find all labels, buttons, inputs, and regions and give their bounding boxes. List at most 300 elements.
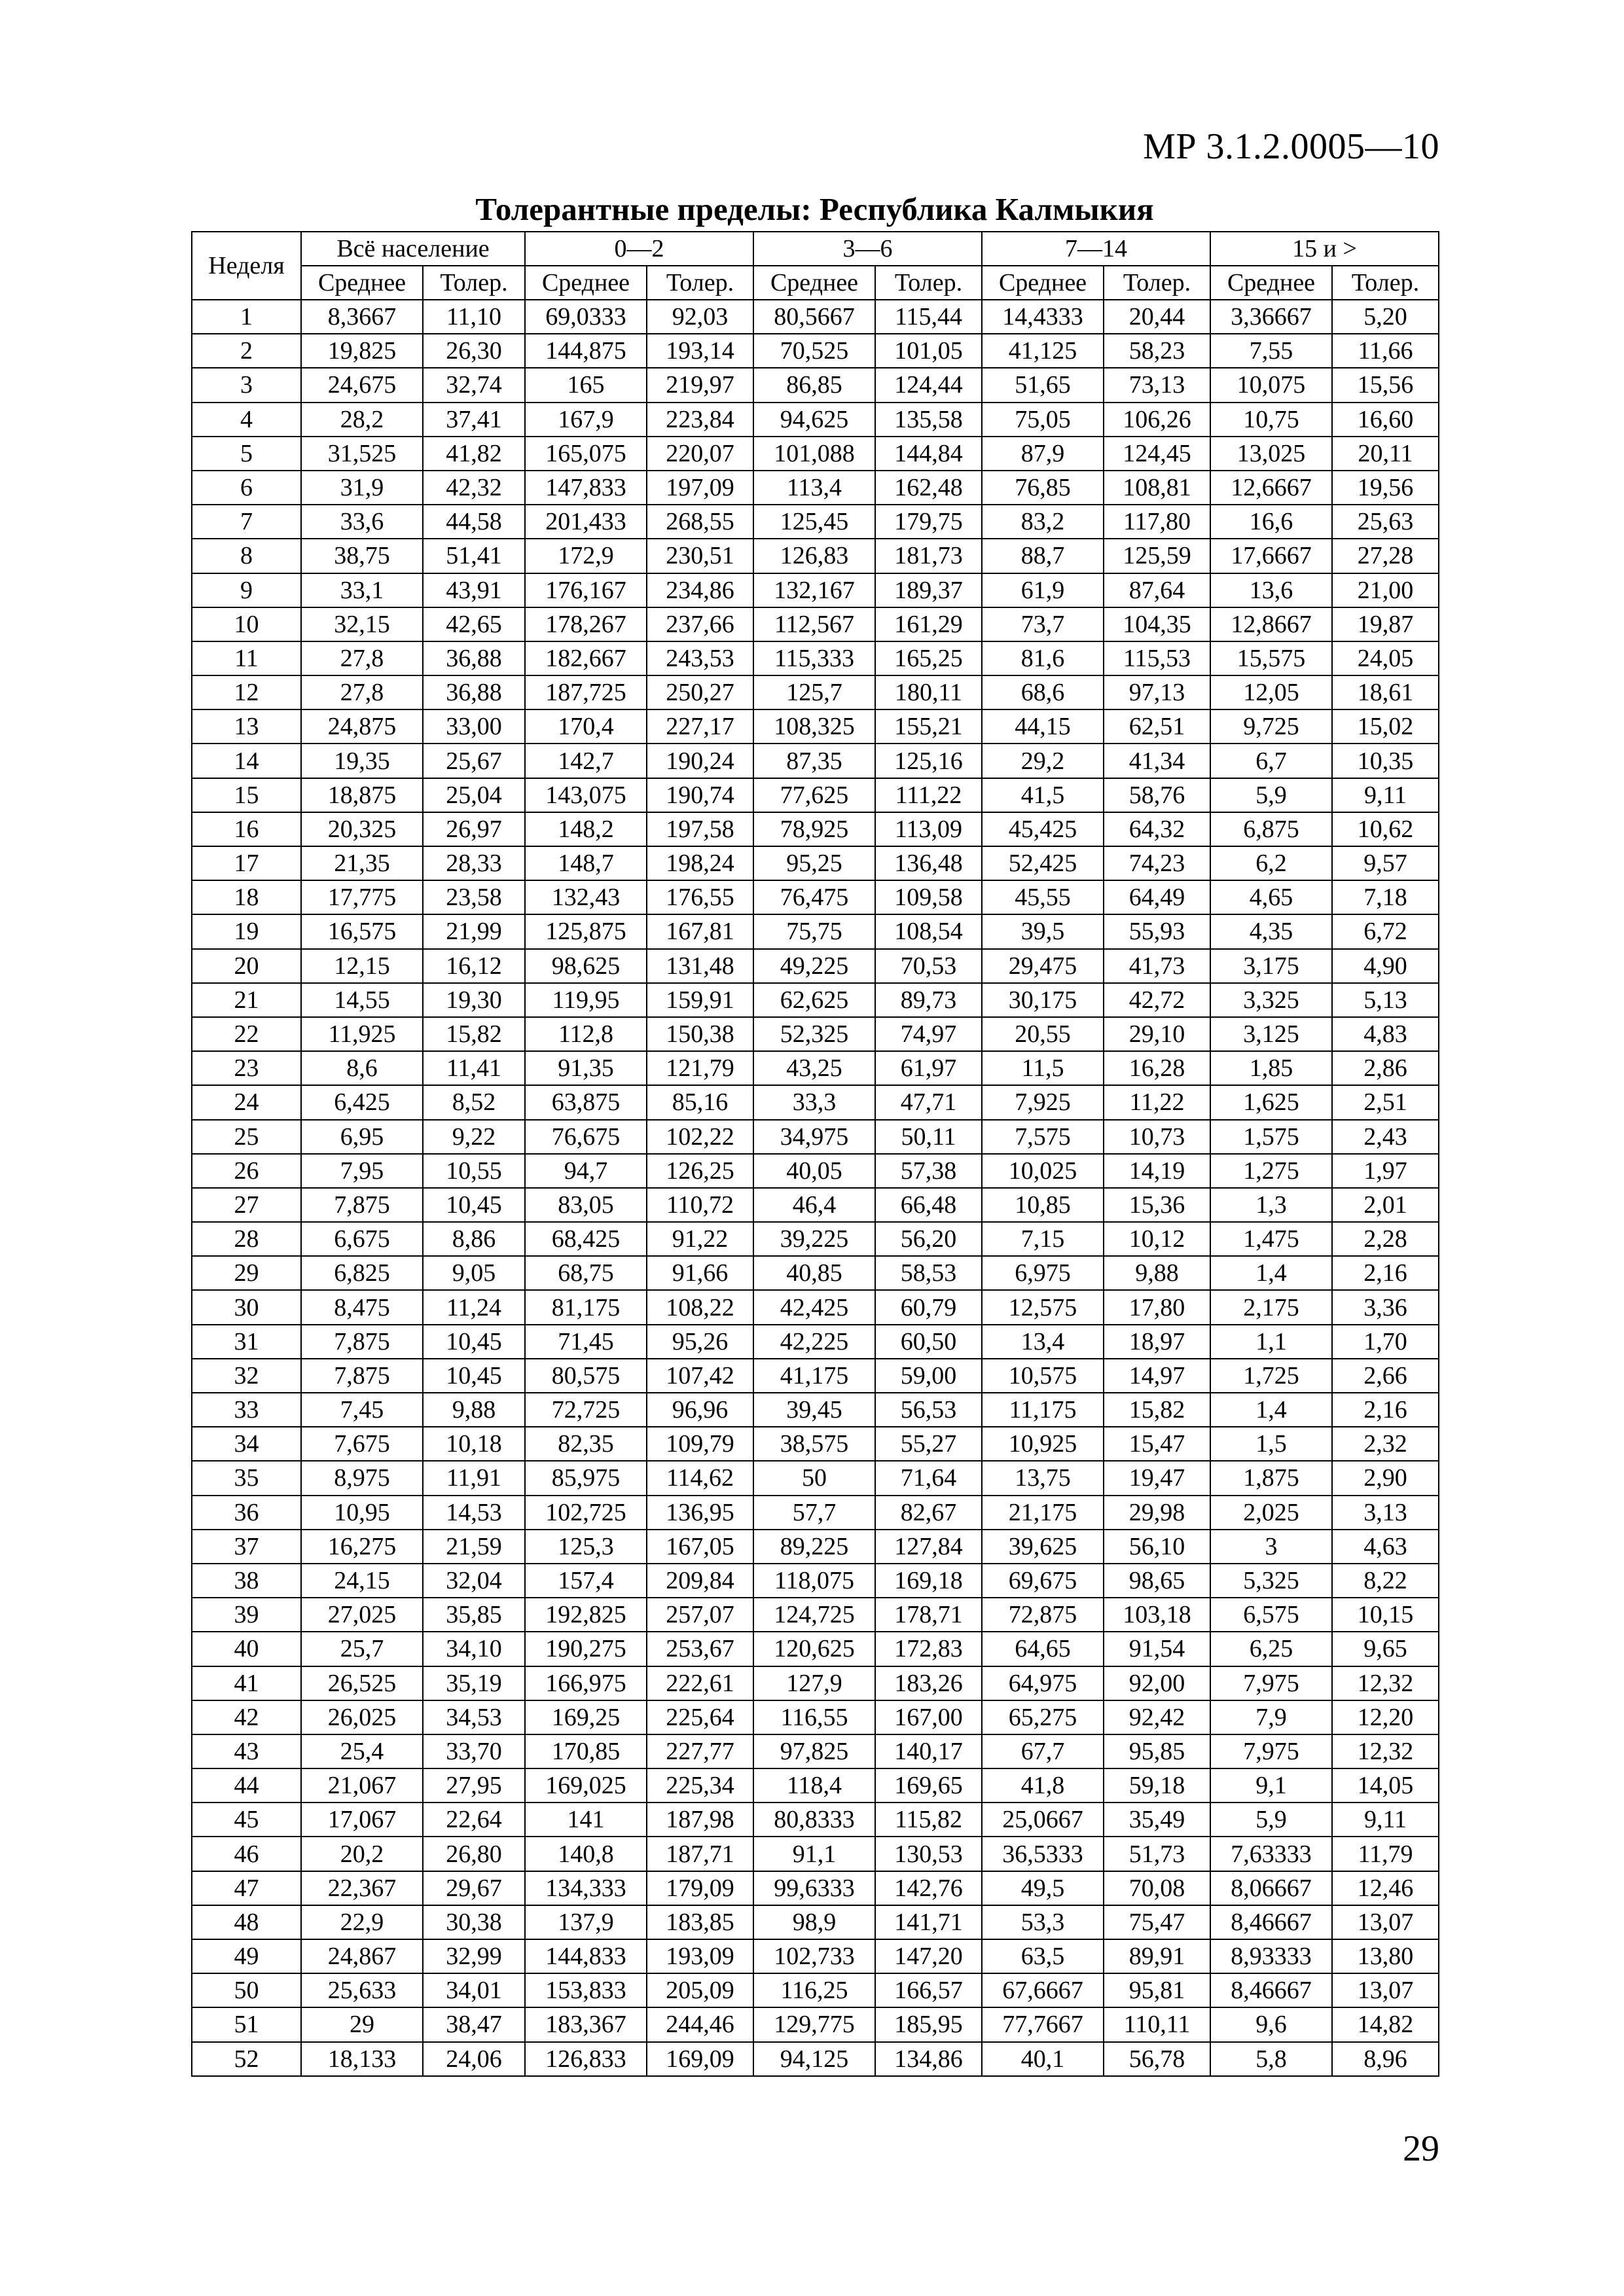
cell-all-tolerance: 14,53 [423, 1496, 525, 1530]
cell-age-7-14-tolerance: 14,97 [1104, 1359, 1210, 1393]
cell-all-mean: 28,2 [301, 403, 423, 437]
table-row [192, 1461, 1439, 1495]
cell-age-7-14-mean: 7,925 [982, 1085, 1104, 1119]
cell-week: 40 [192, 1632, 301, 1666]
cell-age-15-plus-tolerance: 20,11 [1332, 437, 1439, 471]
cell-all-mean: 17,775 [301, 880, 423, 914]
cell-age-0-2-tolerance: 219,97 [647, 368, 753, 402]
cell-age-3-6-mean: 77,625 [753, 778, 875, 812]
cell-age-15-plus-mean: 16,6 [1210, 505, 1332, 539]
cell-age-15-plus-tolerance: 10,35 [1332, 744, 1439, 778]
cell-age-3-6-mean: 132,167 [753, 573, 875, 607]
table-row [192, 1188, 1439, 1222]
cell-age-3-6-mean: 38,575 [753, 1427, 875, 1461]
cell-age-15-plus-tolerance: 8,96 [1332, 2042, 1439, 2076]
cell-age-7-14-mean: 36,5333 [982, 1837, 1104, 1871]
cell-week: 37 [192, 1530, 301, 1564]
cell-age-3-6-mean: 89,225 [753, 1530, 875, 1564]
cell-age-7-14-mean: 39,625 [982, 1530, 1104, 1564]
cell-age-15-plus-tolerance: 2,51 [1332, 1085, 1439, 1119]
cell-week: 35 [192, 1461, 301, 1495]
table-row [192, 1256, 1439, 1290]
cell-age-0-2-mean: 68,75 [525, 1256, 647, 1290]
cell-age-3-6-mean: 118,4 [753, 1768, 875, 1803]
subheader-tolerance: Толер. [423, 266, 525, 300]
cell-week: 41 [192, 1666, 301, 1700]
cell-age-7-14-mean: 29,2 [982, 744, 1104, 778]
cell-age-0-2-mean: 80,575 [525, 1359, 647, 1393]
cell-age-0-2-tolerance: 126,25 [647, 1154, 753, 1188]
cell-all-tolerance: 22,64 [423, 1803, 525, 1837]
cell-age-7-14-mean: 69,675 [982, 1564, 1104, 1598]
cell-all-mean: 6,425 [301, 1085, 423, 1119]
cell-age-15-plus-mean: 8,46667 [1210, 1973, 1332, 2007]
cell-age-0-2-tolerance: 193,09 [647, 1939, 753, 1973]
cell-age-15-plus-tolerance: 3,13 [1332, 1496, 1439, 1530]
cell-all-tolerance: 9,88 [423, 1393, 525, 1427]
cell-week: 17 [192, 846, 301, 880]
cell-age-7-14-mean: 10,575 [982, 1359, 1104, 1393]
cell-age-3-6-mean: 99,6333 [753, 1871, 875, 1905]
cell-age-0-2-mean: 112,8 [525, 1017, 647, 1051]
cell-all-tolerance: 19,30 [423, 983, 525, 1017]
cell-all-mean: 19,825 [301, 334, 423, 368]
cell-age-15-plus-tolerance: 12,32 [1332, 1734, 1439, 1768]
cell-age-7-14-mean: 63,5 [982, 1939, 1104, 1973]
cell-age-15-plus-mean: 7,975 [1210, 1734, 1332, 1768]
cell-age-0-2-tolerance: 159,91 [647, 983, 753, 1017]
cell-age-3-6-mean: 76,475 [753, 880, 875, 914]
cell-age-3-6-tolerance: 161,29 [875, 607, 982, 641]
cell-week: 3 [192, 368, 301, 402]
cell-week: 14 [192, 744, 301, 778]
cell-age-7-14-mean: 53,3 [982, 1905, 1104, 1939]
subheader-mean: Среднее [1210, 266, 1332, 300]
cell-age-15-plus-mean: 9,1 [1210, 1768, 1332, 1803]
cell-age-7-14-tolerance: 15,36 [1104, 1188, 1210, 1222]
cell-all-tolerance: 41,82 [423, 437, 525, 471]
header-row-groups [192, 232, 1439, 266]
table-row [192, 607, 1439, 641]
cell-age-0-2-tolerance: 85,16 [647, 1085, 753, 1119]
cell-age-3-6-mean: 43,25 [753, 1051, 875, 1085]
cell-all-mean: 21,067 [301, 1768, 423, 1803]
cell-age-3-6-tolerance: 134,86 [875, 2042, 982, 2076]
cell-all-mean: 27,025 [301, 1598, 423, 1632]
cell-age-0-2-mean: 153,833 [525, 1973, 647, 2007]
cell-age-15-plus-tolerance: 1,70 [1332, 1325, 1439, 1359]
cell-age-7-14-mean: 76,85 [982, 471, 1104, 505]
cell-age-3-6-mean: 127,9 [753, 1666, 875, 1700]
table-row [192, 778, 1439, 812]
cell-all-mean: 6,675 [301, 1222, 423, 1256]
cell-age-0-2-tolerance: 193,14 [647, 334, 753, 368]
cell-age-7-14-mean: 10,85 [982, 1188, 1104, 1222]
cell-age-15-plus-mean: 1,725 [1210, 1359, 1332, 1393]
cell-age-3-6-mean: 39,45 [753, 1393, 875, 1427]
cell-age-0-2-mean: 148,2 [525, 812, 647, 846]
table-row [192, 1632, 1439, 1666]
cell-age-7-14-mean: 12,575 [982, 1290, 1104, 1324]
cell-age-3-6-tolerance: 183,26 [875, 1666, 982, 1700]
table-row [192, 914, 1439, 948]
cell-week: 8 [192, 539, 301, 573]
cell-age-0-2-tolerance: 225,34 [647, 1768, 753, 1803]
cell-all-mean: 7,875 [301, 1325, 423, 1359]
cell-age-3-6-tolerance: 60,50 [875, 1325, 982, 1359]
cell-age-15-plus-tolerance: 5,13 [1332, 983, 1439, 1017]
cell-age-0-2-tolerance: 244,46 [647, 2007, 753, 2041]
cell-age-7-14-mean: 7,15 [982, 1222, 1104, 1256]
cell-age-0-2-tolerance: 114,62 [647, 1461, 753, 1495]
cell-all-mean: 18,875 [301, 778, 423, 812]
cell-age-3-6-tolerance: 142,76 [875, 1871, 982, 1905]
cell-age-7-14-mean: 81,6 [982, 641, 1104, 675]
cell-all-tolerance: 43,91 [423, 573, 525, 607]
cell-age-7-14-tolerance: 95,85 [1104, 1734, 1210, 1768]
cell-age-0-2-mean: 144,875 [525, 334, 647, 368]
cell-age-7-14-mean: 73,7 [982, 607, 1104, 641]
subheader-tolerance: Толер. [647, 266, 753, 300]
cell-age-3-6-tolerance: 166,57 [875, 1973, 982, 2007]
cell-age-3-6-mean: 42,225 [753, 1325, 875, 1359]
cell-age-7-14-mean: 61,9 [982, 573, 1104, 607]
cell-age-7-14-tolerance: 41,34 [1104, 744, 1210, 778]
cell-age-3-6-tolerance: 61,97 [875, 1051, 982, 1085]
cell-age-7-14-mean: 87,9 [982, 437, 1104, 471]
cell-all-mean: 7,45 [301, 1393, 423, 1427]
cell-age-3-6-tolerance: 179,75 [875, 505, 982, 539]
cell-all-mean: 26,025 [301, 1700, 423, 1734]
cell-age-7-14-mean: 75,05 [982, 403, 1104, 437]
cell-age-7-14-tolerance: 62,51 [1104, 709, 1210, 744]
cell-week: 10 [192, 607, 301, 641]
cell-all-mean: 22,367 [301, 1871, 423, 1905]
cell-age-0-2-tolerance: 243,53 [647, 641, 753, 675]
cell-week: 30 [192, 1290, 301, 1324]
cell-age-15-plus-tolerance: 9,11 [1332, 1803, 1439, 1837]
cell-age-15-plus-tolerance: 27,28 [1332, 539, 1439, 573]
cell-age-0-2-tolerance: 187,98 [647, 1803, 753, 1837]
cell-age-3-6-tolerance: 130,53 [875, 1837, 982, 1871]
group-header-all: Всё население [301, 232, 525, 266]
cell-age-0-2-tolerance: 197,09 [647, 471, 753, 505]
table-row [192, 1700, 1439, 1734]
cell-age-7-14-mean: 41,5 [982, 778, 1104, 812]
cell-age-3-6-mean: 126,83 [753, 539, 875, 573]
cell-age-3-6-mean: 95,25 [753, 846, 875, 880]
cell-age-7-14-mean: 77,7667 [982, 2007, 1104, 2041]
cell-age-7-14-tolerance: 56,78 [1104, 2042, 1210, 2076]
cell-age-7-14-tolerance: 41,73 [1104, 949, 1210, 983]
cell-age-0-2-tolerance: 110,72 [647, 1188, 753, 1222]
cell-age-0-2-mean: 183,367 [525, 2007, 647, 2041]
cell-all-mean: 33,1 [301, 573, 423, 607]
cell-age-7-14-mean: 30,175 [982, 983, 1104, 1017]
cell-age-15-plus-mean: 1,625 [1210, 1085, 1332, 1119]
cell-age-3-6-mean: 86,85 [753, 368, 875, 402]
cell-age-7-14-mean: 83,2 [982, 505, 1104, 539]
cell-age-0-2-mean: 72,725 [525, 1393, 647, 1427]
subheader-tolerance: Толер. [875, 266, 982, 300]
group-header-3-6: 3—6 [753, 232, 982, 266]
cell-all-tolerance: 21,99 [423, 914, 525, 948]
cell-age-3-6-tolerance: 101,05 [875, 334, 982, 368]
cell-age-15-plus-tolerance: 14,05 [1332, 1768, 1439, 1803]
cell-age-3-6-mean: 116,55 [753, 1700, 875, 1734]
cell-age-0-2-mean: 71,45 [525, 1325, 647, 1359]
cell-age-15-plus-tolerance: 13,80 [1332, 1939, 1439, 1973]
cell-all-mean: 29 [301, 2007, 423, 2041]
cell-all-tolerance: 34,10 [423, 1632, 525, 1666]
table-row [192, 573, 1439, 607]
cell-age-7-14-mean: 64,975 [982, 1666, 1104, 1700]
table-row [192, 1393, 1439, 1427]
cell-age-7-14-mean: 67,7 [982, 1734, 1104, 1768]
table-row [192, 1768, 1439, 1803]
cell-age-15-plus-mean: 1,5 [1210, 1427, 1332, 1461]
cell-all-mean: 22,9 [301, 1905, 423, 1939]
cell-age-15-plus-mean: 5,9 [1210, 1803, 1332, 1837]
cell-age-15-plus-mean: 6,25 [1210, 1632, 1332, 1666]
cell-age-3-6-mean: 46,4 [753, 1188, 875, 1222]
cell-age-0-2-tolerance: 225,64 [647, 1700, 753, 1734]
cell-age-15-plus-tolerance: 2,28 [1332, 1222, 1439, 1256]
cell-age-7-14-tolerance: 108,81 [1104, 471, 1210, 505]
cell-all-tolerance: 11,41 [423, 1051, 525, 1085]
cell-all-mean: 8,3667 [301, 300, 423, 334]
cell-age-3-6-mean: 115,333 [753, 641, 875, 675]
cell-age-0-2-mean: 147,833 [525, 471, 647, 505]
cell-age-3-6-mean: 80,8333 [753, 1803, 875, 1837]
table-row [192, 1427, 1439, 1461]
cell-week: 39 [192, 1598, 301, 1632]
cell-age-15-plus-mean: 15,575 [1210, 641, 1332, 675]
cell-week: 22 [192, 1017, 301, 1051]
cell-all-tolerance: 26,97 [423, 812, 525, 846]
cell-age-0-2-tolerance: 220,07 [647, 437, 753, 471]
cell-week: 23 [192, 1051, 301, 1085]
cell-age-0-2-tolerance: 198,24 [647, 846, 753, 880]
cell-age-15-plus-tolerance: 8,22 [1332, 1564, 1439, 1598]
cell-age-7-14-mean: 52,425 [982, 846, 1104, 880]
cell-age-7-14-tolerance: 124,45 [1104, 437, 1210, 471]
cell-all-mean: 25,633 [301, 1973, 423, 2007]
cell-all-mean: 8,975 [301, 1461, 423, 1495]
cell-week: 11 [192, 641, 301, 675]
cell-age-15-plus-mean: 6,875 [1210, 812, 1332, 846]
cell-age-3-6-tolerance: 178,71 [875, 1598, 982, 1632]
cell-age-7-14-tolerance: 10,73 [1104, 1120, 1210, 1154]
cell-age-7-14-mean: 49,5 [982, 1871, 1104, 1905]
cell-all-tolerance: 35,19 [423, 1666, 525, 1700]
cell-week: 5 [192, 437, 301, 471]
cell-all-mean: 18,133 [301, 2042, 423, 2076]
cell-age-0-2-tolerance: 92,03 [647, 300, 753, 334]
cell-age-7-14-tolerance: 103,18 [1104, 1598, 1210, 1632]
cell-age-3-6-mean: 49,225 [753, 949, 875, 983]
table-row [192, 675, 1439, 709]
cell-all-mean: 20,325 [301, 812, 423, 846]
cell-age-0-2-tolerance: 187,71 [647, 1837, 753, 1871]
cell-age-3-6-tolerance: 56,20 [875, 1222, 982, 1256]
table-row [192, 1085, 1439, 1119]
cell-age-7-14-mean: 29,475 [982, 949, 1104, 983]
cell-age-0-2-mean: 143,075 [525, 778, 647, 812]
cell-age-3-6-mean: 113,4 [753, 471, 875, 505]
cell-age-3-6-mean: 50 [753, 1461, 875, 1495]
cell-age-7-14-tolerance: 106,26 [1104, 403, 1210, 437]
cell-age-7-14-tolerance: 91,54 [1104, 1632, 1210, 1666]
cell-all-tolerance: 10,45 [423, 1325, 525, 1359]
group-header-7-14: 7—14 [982, 232, 1210, 266]
table-row [192, 1666, 1439, 1700]
subheader-mean: Среднее [753, 266, 875, 300]
cell-age-15-plus-tolerance: 2,16 [1332, 1393, 1439, 1427]
cell-week: 45 [192, 1803, 301, 1837]
cell-age-0-2-mean: 125,875 [525, 914, 647, 948]
cell-age-7-14-tolerance: 70,08 [1104, 1871, 1210, 1905]
cell-all-mean: 7,95 [301, 1154, 423, 1188]
table-row [192, 1051, 1439, 1085]
cell-age-7-14-tolerance: 92,00 [1104, 1666, 1210, 1700]
cell-age-3-6-tolerance: 140,17 [875, 1734, 982, 1768]
cell-all-mean: 16,275 [301, 1530, 423, 1564]
cell-age-7-14-tolerance: 35,49 [1104, 1803, 1210, 1837]
cell-age-0-2-mean: 142,7 [525, 744, 647, 778]
cell-age-3-6-tolerance: 108,54 [875, 914, 982, 948]
cell-age-0-2-mean: 132,43 [525, 880, 647, 914]
cell-all-mean: 17,067 [301, 1803, 423, 1837]
cell-age-7-14-mean: 39,5 [982, 914, 1104, 948]
cell-age-0-2-tolerance: 190,74 [647, 778, 753, 812]
cell-age-0-2-mean: 134,333 [525, 1871, 647, 1905]
cell-all-tolerance: 32,04 [423, 1564, 525, 1598]
cell-week: 31 [192, 1325, 301, 1359]
cell-age-3-6-mean: 39,225 [753, 1222, 875, 1256]
cell-age-0-2-tolerance: 131,48 [647, 949, 753, 983]
cell-age-7-14-tolerance: 73,13 [1104, 368, 1210, 402]
cell-all-tolerance: 38,47 [423, 2007, 525, 2041]
cell-all-mean: 24,675 [301, 368, 423, 402]
cell-age-7-14-tolerance: 19,47 [1104, 1461, 1210, 1495]
tolerance-table [191, 231, 1439, 2077]
cell-age-0-2-mean: 140,8 [525, 1837, 647, 1871]
table-row [192, 1871, 1439, 1905]
cell-age-0-2-mean: 187,725 [525, 675, 647, 709]
cell-all-tolerance: 33,00 [423, 709, 525, 744]
cell-age-0-2-mean: 182,667 [525, 641, 647, 675]
cell-week: 51 [192, 2007, 301, 2041]
table-row [192, 812, 1439, 846]
cell-age-3-6-tolerance: 89,73 [875, 983, 982, 1017]
cell-all-tolerance: 30,38 [423, 1905, 525, 1939]
cell-age-3-6-mean: 129,775 [753, 2007, 875, 2041]
cell-age-7-14-mean: 10,925 [982, 1427, 1104, 1461]
cell-age-15-plus-mean: 1,3 [1210, 1188, 1332, 1222]
cell-age-15-plus-mean: 12,6667 [1210, 471, 1332, 505]
cell-age-0-2-tolerance: 230,51 [647, 539, 753, 573]
cell-age-3-6-mean: 125,7 [753, 675, 875, 709]
cell-age-15-plus-tolerance: 24,05 [1332, 641, 1439, 675]
cell-age-3-6-mean: 97,825 [753, 1734, 875, 1768]
cell-all-tolerance: 25,67 [423, 744, 525, 778]
cell-age-3-6-tolerance: 162,48 [875, 471, 982, 505]
cell-all-tolerance: 10,45 [423, 1359, 525, 1393]
cell-age-0-2-mean: 83,05 [525, 1188, 647, 1222]
cell-age-7-14-tolerance: 98,65 [1104, 1564, 1210, 1598]
cell-age-7-14-tolerance: 92,42 [1104, 1700, 1210, 1734]
cell-all-tolerance: 42,65 [423, 607, 525, 641]
table-row [192, 744, 1439, 778]
cell-age-3-6-tolerance: 71,64 [875, 1461, 982, 1495]
cell-age-15-plus-mean: 8,46667 [1210, 1905, 1332, 1939]
cell-age-7-14-tolerance: 89,91 [1104, 1939, 1210, 1973]
cell-age-3-6-mean: 78,925 [753, 812, 875, 846]
cell-age-0-2-tolerance: 253,67 [647, 1632, 753, 1666]
cell-age-7-14-mean: 14,4333 [982, 300, 1104, 334]
cell-age-3-6-tolerance: 189,37 [875, 573, 982, 607]
cell-week: 36 [192, 1496, 301, 1530]
cell-age-3-6-mean: 102,733 [753, 1939, 875, 1973]
cell-age-0-2-tolerance: 102,22 [647, 1120, 753, 1154]
cell-all-mean: 19,35 [301, 744, 423, 778]
table-row [192, 1359, 1439, 1393]
cell-age-15-plus-tolerance: 9,57 [1332, 846, 1439, 880]
page-number: 29 [1403, 2128, 1439, 2169]
cell-week: 32 [192, 1359, 301, 1393]
cell-age-15-plus-tolerance: 10,62 [1332, 812, 1439, 846]
cell-age-15-plus-tolerance: 4,90 [1332, 949, 1439, 983]
cell-all-mean: 6,825 [301, 1256, 423, 1290]
cell-age-0-2-mean: 119,95 [525, 983, 647, 1017]
cell-age-3-6-tolerance: 155,21 [875, 709, 982, 744]
cell-age-15-plus-tolerance: 12,20 [1332, 1700, 1439, 1734]
cell-week: 33 [192, 1393, 301, 1427]
subheader-tolerance: Толер. [1332, 266, 1439, 300]
cell-age-0-2-mean: 144,833 [525, 1939, 647, 1973]
cell-age-15-plus-tolerance: 15,56 [1332, 368, 1439, 402]
cell-age-0-2-tolerance: 190,24 [647, 744, 753, 778]
cell-age-3-6-tolerance: 109,58 [875, 880, 982, 914]
cell-all-tolerance: 32,74 [423, 368, 525, 402]
table-row [192, 846, 1439, 880]
cell-all-mean: 38,75 [301, 539, 423, 573]
cell-age-3-6-mean: 52,325 [753, 1017, 875, 1051]
cell-age-3-6-mean: 75,75 [753, 914, 875, 948]
cell-age-15-plus-mean: 3,325 [1210, 983, 1332, 1017]
cell-age-15-plus-mean: 17,6667 [1210, 539, 1332, 573]
cell-age-15-plus-tolerance: 2,32 [1332, 1427, 1439, 1461]
cell-all-mean: 24,875 [301, 709, 423, 744]
cell-age-7-14-tolerance: 64,32 [1104, 812, 1210, 846]
cell-age-3-6-mean: 118,075 [753, 1564, 875, 1598]
cell-age-15-plus-tolerance: 3,36 [1332, 1290, 1439, 1324]
cell-age-3-6-tolerance: 56,53 [875, 1393, 982, 1427]
table-row [192, 2042, 1439, 2076]
cell-age-3-6-mean: 125,45 [753, 505, 875, 539]
cell-age-3-6-tolerance: 115,82 [875, 1803, 982, 1837]
cell-age-15-plus-mean: 10,75 [1210, 403, 1332, 437]
cell-week: 21 [192, 983, 301, 1017]
cell-all-tolerance: 23,58 [423, 880, 525, 914]
cell-all-mean: 7,675 [301, 1427, 423, 1461]
cell-age-7-14-tolerance: 55,93 [1104, 914, 1210, 948]
cell-age-15-plus-mean: 10,075 [1210, 368, 1332, 402]
cell-age-0-2-tolerance: 234,86 [647, 573, 753, 607]
cell-all-mean: 14,55 [301, 983, 423, 1017]
cell-age-15-plus-mean: 9,725 [1210, 709, 1332, 744]
